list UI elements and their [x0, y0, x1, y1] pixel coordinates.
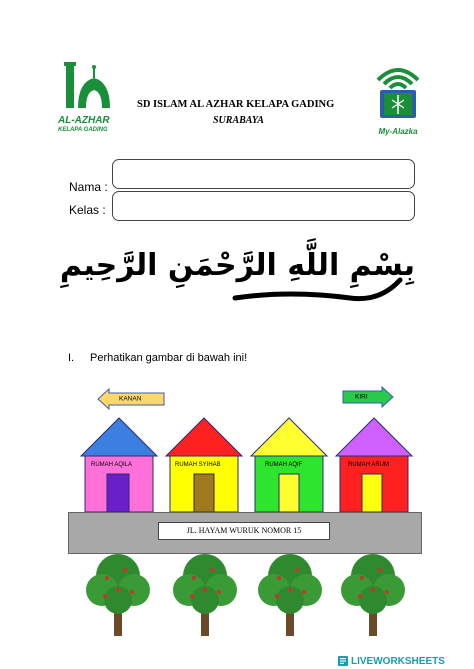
- arrow-kanan: [97, 388, 165, 410]
- bismillah-text: بِسْمِ اللَّهِ الرَّحْمَنِ الرَّحِيمِ: [59, 248, 415, 283]
- house-aqila-label: RUMAH AQILA: [91, 462, 133, 468]
- wifi-book-icon: [372, 62, 424, 122]
- house-aqila: [79, 416, 159, 514]
- house-aqif: [249, 416, 329, 514]
- house-arum-label: RUMAH ARUM: [348, 462, 390, 468]
- tree-icon: [340, 550, 406, 638]
- mosque-icon: [58, 60, 120, 112]
- school-city: SURABAYA: [213, 115, 264, 126]
- arrow-kiri: [342, 386, 394, 408]
- house-arum: [334, 416, 414, 514]
- tree-icon: [85, 550, 151, 638]
- arrow-kanan-label: KANAN: [119, 395, 142, 403]
- tree-icon: [257, 550, 323, 638]
- house-syihab: [164, 416, 244, 514]
- school-name: SD ISLAM AL AZHAR KELAPA GADING: [137, 99, 335, 110]
- nama-label: Nama :: [69, 180, 108, 194]
- trees-row: [75, 550, 420, 640]
- kelas-label: Kelas :: [69, 203, 106, 217]
- nama-field[interactable]: [112, 159, 415, 189]
- arrow-kiri-label: KIRI: [355, 393, 368, 401]
- liveworksheets-logo-icon: [338, 656, 348, 666]
- right-arrow-icon: [342, 386, 394, 408]
- liveworksheets-footer[interactable]: [338, 654, 445, 668]
- logo-left-text: AL-AZHAR: [58, 115, 110, 126]
- kelas-field[interactable]: [112, 191, 415, 221]
- bismillah-calligraphy: [60, 240, 415, 320]
- my-alazka-logo: [372, 62, 424, 138]
- tree-icon: [172, 550, 238, 638]
- street-sign: JL. HAYAM WURUK NOMOR 15: [158, 522, 330, 540]
- instruction-number: I.: [68, 352, 75, 364]
- logo-left-subtext: KELAPA GADING: [58, 127, 108, 133]
- houses-row: [75, 416, 420, 516]
- logo-right-text: My-Alazka: [378, 127, 418, 136]
- al-azhar-logo: [58, 60, 120, 135]
- house-syihab-label: RUMAH SYIHAB: [175, 462, 221, 468]
- house-aqif-label: RUMAH AQIF: [265, 462, 303, 468]
- footer-brand-text: LIVEWORKSHEETS: [351, 655, 445, 667]
- instruction-text: Perhatikan gambar di bawah ini!: [90, 352, 248, 364]
